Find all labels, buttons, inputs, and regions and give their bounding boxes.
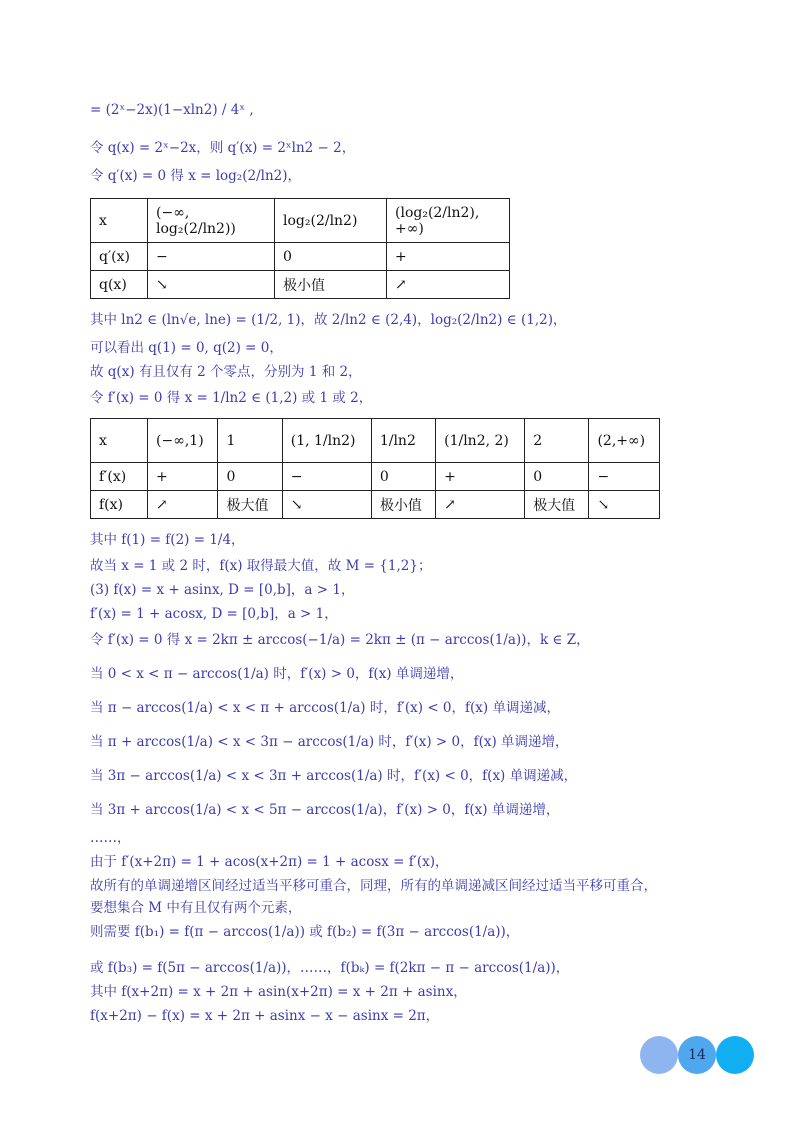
page-dot-left xyxy=(640,1036,678,1074)
t1-r1-0: q′(x) xyxy=(91,243,148,271)
eq-line-18: ……， xyxy=(90,830,131,846)
t1-r1-2: 0 xyxy=(275,243,387,271)
t2-r2-3: ↘ xyxy=(282,491,371,519)
eq-line-5: 可以看出 q(1) = 0, q(2) = 0， xyxy=(90,340,283,356)
eq-line-11: f′(x) = 1 + acosx, D = [0,b]，a > 1， xyxy=(90,606,338,622)
eq-line-8: 其中 f(1) = f(2) = 1/4， xyxy=(90,532,245,548)
t1-r1-3: + xyxy=(387,243,510,271)
eq-line-23: 或 f(b₃) = f(5π − arccos(1/a))，……，f(bₖ) = f(2kπ − π − arccos(1/a))， xyxy=(90,960,570,976)
t1-h1: (−∞, log₂(2/ln2)) xyxy=(148,199,275,243)
t2-r2-4: 极小值 xyxy=(371,491,435,519)
page-dot-right xyxy=(716,1036,754,1074)
eq-line-16: 当 3π − arccos(1/a) < x < 3π + arccos(1/a) 时，f′(x) < 0，f(x) 单调递减， xyxy=(90,768,578,784)
eq-line-10: (3) f(x) = x + asinx, D = [0,b]，a > 1， xyxy=(90,582,355,598)
t2-h4: 1/ln2 xyxy=(371,419,435,463)
t2-h0: x xyxy=(91,419,148,463)
eq-line-22: 则需要 f(b₁) = f(π − arccos(1/a)) 或 f(b₂) = f(3π − arccos(1/a))， xyxy=(90,924,520,940)
eq-line-7: 令 f′(x) = 0 得 x = 1/ln2 ∈ (1,2) 或 1 或 2， xyxy=(90,390,373,406)
t1-h0: x xyxy=(91,199,148,243)
q-monotonic-table xyxy=(90,198,510,299)
t2-r2-2: 极大值 xyxy=(218,491,282,519)
t2-r1-5: + xyxy=(436,463,525,491)
page-number-badge xyxy=(640,1036,760,1076)
t2-r2-7: ↘ xyxy=(589,491,660,519)
t1-r2-1: ↘ xyxy=(148,271,275,299)
eq-line-21: 要想集合 M 中有且仅有两个元素， xyxy=(90,900,302,916)
eq-line-4: 其中 ln2 ∈ (ln√e, lne) = (1/2, 1)，故 2/ln2 ∈ (2,4)，log₂(2/ln2) ∈ (1,2)， xyxy=(90,312,567,328)
t2-r2-1: ↗ xyxy=(148,491,218,519)
eq-line-3: 令 q′(x) = 0 得 x = log₂(2/ln2)， xyxy=(90,168,301,184)
eq-line-6: 故 q(x) 有且仅有 2 个零点，分别为 1 和 2， xyxy=(90,364,362,380)
eq-line-1: = (2ˣ−2x)(1−xln2) / 4ˣ , xyxy=(90,102,254,118)
t1-r2-0: q(x) xyxy=(91,271,148,299)
f-monotonic-table xyxy=(90,418,660,519)
t1-r2-2: 极小值 xyxy=(275,271,387,299)
t2-r1-7: − xyxy=(589,463,660,491)
t2-r1-0: f′(x) xyxy=(91,463,148,491)
eq-line-20: 故所有的单调递增区间经过适当平移可重合，同理，所有的单调递减区间经过适当平移可重合， xyxy=(90,878,657,894)
eq-line-15: 当 π + arccos(1/a) < x < 3π − arccos(1/a) 时，f′(x) > 0，f(x) 单调递增， xyxy=(90,734,569,750)
eq-line-19: 由于 f′(x+2π) = 1 + acos(x+2π) = 1 + acosx = f′(x)， xyxy=(90,854,449,870)
t2-h1: (−∞,1) xyxy=(148,419,218,463)
eq-line-17: 当 3π + arccos(1/a) < x < 5π − arccos(1/a)，f′(x) > 0，f(x) 单调递增， xyxy=(90,802,560,818)
t2-r2-6: 极大值 xyxy=(525,491,589,519)
eq-line-14: 当 π − arccos(1/a) < x < π + arccos(1/a) 时，f′(x) < 0，f(x) 单调递减， xyxy=(90,700,560,716)
t2-h5: (1/ln2, 2) xyxy=(436,419,525,463)
t1-h2: log₂(2/ln2) xyxy=(275,199,387,243)
t2-r2-0: f(x) xyxy=(91,491,148,519)
eq-line-2: 令 q(x) = 2ˣ−2x，则 q′(x) = 2ˣln2 − 2， xyxy=(90,140,356,156)
t2-r2-5: ↗ xyxy=(436,491,525,519)
t2-r1-2: 0 xyxy=(218,463,282,491)
t2-h7: (2,+∞) xyxy=(589,419,660,463)
eq-line-24: 其中 f(x+2π) = x + 2π + asin(x+2π) = x + 2π + asinx， xyxy=(90,984,467,1000)
page-number: 14 xyxy=(688,1047,706,1063)
t2-r1-3: − xyxy=(282,463,371,491)
t2-r1-4: 0 xyxy=(371,463,435,491)
t2-r1-6: 0 xyxy=(525,463,589,491)
t2-r1-1: + xyxy=(148,463,218,491)
t1-r2-3: ↗ xyxy=(387,271,510,299)
eq-line-12: 令 f′(x) = 0 得 x = 2kπ ± arccos(−1/a) = 2kπ ± (π − arccos(1/a))，k ∈ Z， xyxy=(90,632,590,648)
t2-h6: 2 xyxy=(525,419,589,463)
t2-h2: 1 xyxy=(218,419,282,463)
eq-line-25: f(x+2π) − f(x) = x + 2π + asinx − x − asinx = 2π， xyxy=(90,1008,440,1024)
t1-h3: (log₂(2/ln2), +∞) xyxy=(387,199,510,243)
t1-r1-1: − xyxy=(148,243,275,271)
eq-line-9: 故当 x = 1 或 2 时，f(x) 取得最大值，故 M = {1,2}； xyxy=(90,558,432,574)
t2-h3: (1, 1/ln2) xyxy=(282,419,371,463)
eq-line-13: 当 0 < x < π − arccos(1/a) 时，f′(x) > 0，f(x) 单调递增， xyxy=(90,666,464,682)
